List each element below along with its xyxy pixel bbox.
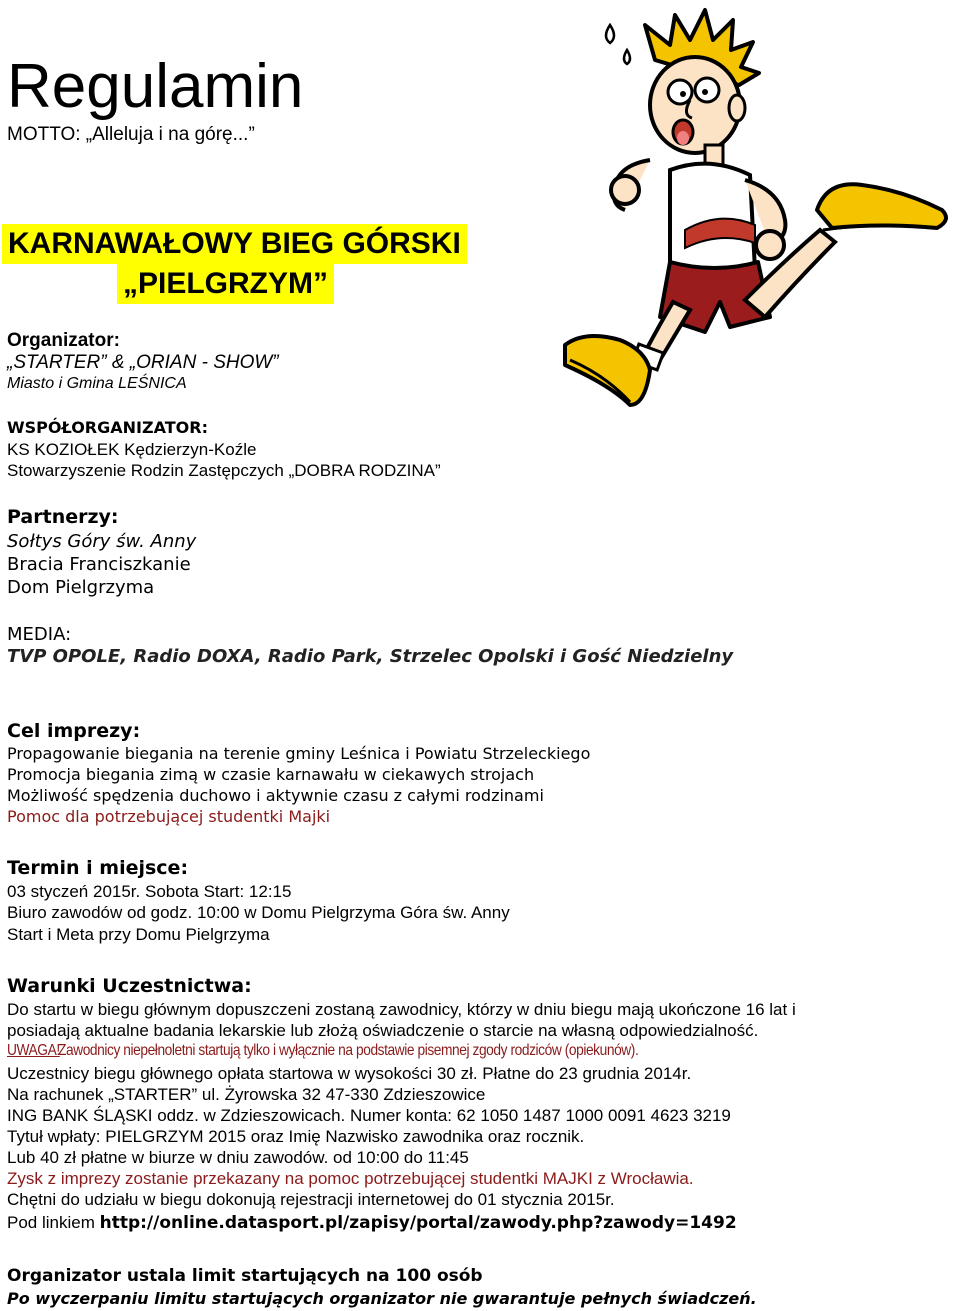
partner-item: Dom Pielgrzyma [7,577,155,598]
limit-line2: Po wyczerpaniu limitu startujących organizator nie gwarantuje pełnych świadczeń. [7,1289,757,1308]
goal-item-highlight: Pomoc dla potrzebującej studentki Majki [7,807,331,826]
co-organizer-heading: WSPÓŁORGANIZATOR: [7,418,208,437]
organizer-line2: Miasto i Gmina LEŚNICA [7,375,187,392]
conditions-line: ING BANK ŚLĄSKI oddz. w Zdzieszowicach. Numer konta: 62 1050 1487 1000 0091 4623 3219 [7,1106,731,1125]
warning-text: Zawodnicy niepełnoletni startują tylko i wyłącznie na podstawie pisemnej zgody rodziców (opiekunów). [58,1042,639,1059]
goal-item: Promocja biegania zimą w czasie karnawału w ciekawych strojach [7,765,535,784]
link-prefix: Pod linkiem [7,1213,100,1232]
conditions-line: Do startu w biegu głównym dopuszczeni zostaną zawodnicy, którzy w dniu biegu mają ukończone 16 lat i [7,1000,796,1019]
media-heading: MEDIA: [7,624,72,645]
goal-heading: Cel imprezy: [7,720,141,742]
goal-item: Możliwość spędzenia duchowo i aktywnie czasu z całymi rodzinami [7,786,544,805]
co-organizer-line1: KS KOZIOŁEK Kędzierzyn-Koźle [7,440,257,459]
schedule-item: 03 styczeń 2015r. Sobota Start: 12:15 [7,882,292,901]
goal-item: Propagowanie biegania na terenie gminy Leśnica i Powiatu Strzeleckiego [7,744,591,763]
conditions-line: Lub 40 zł płatne w biurze w dniu zawodów. od 10:00 do 11:45 [7,1148,469,1167]
conditions-line: Uczestnicy biegu głównego opłata startowa w wysokości 30 zł. Płatne do 23 grudnia 2014r. [7,1064,692,1083]
media-list: TVP OPOLE, Radio DOXA, Radio Park, Strzelec Opolski i Gość Niedzielny [7,646,734,667]
page-title: Regulamin [7,52,304,121]
registration-link[interactable]: http://online.datasport.pl/zapisy/portal/zawody.php?zawody=1492 [99,1213,737,1233]
conditions-line: Chętni do udziału w biegu dokonują rejestracji internetowej do 01 stycznia 2015r. [7,1190,615,1209]
motto: MOTTO: „Alleluja i na górę...” [7,124,255,145]
schedule-item: Start i Meta przy Domu Pielgrzyma [7,925,270,944]
event-name-line1: KARNAWAŁOWY BIEG GÓRSKI [2,224,467,264]
conditions-heading: Warunki Uczestnictwa: [7,975,252,997]
schedule-heading: Termin i miejsce: [7,857,189,879]
runner-illustration [555,0,960,420]
partner-item: Bracia Franciszkanie [7,554,191,575]
partner-item: Sołtys Góry św. Anny [7,531,197,552]
conditions-line-highlight: Zysk z imprezy zostanie przekazany na pomoc potrzebującej studentki MAJKI z Wrocławia. [7,1169,694,1188]
co-organizer-line2: Stowarzyszenie Rodzin Zastępczych „DOBRA RODZINA” [7,461,441,480]
organizer-heading: Organizator: [7,330,120,351]
warning-line [7,1042,733,1060]
partners-heading: Partnerzy: [7,506,119,528]
event-name-line2: „PIELGRZYM” [117,264,334,304]
limit-line1: Organizator ustala limit startujących na 100 osób [7,1266,483,1286]
warning-label: UWAGA! [7,1042,60,1059]
conditions-line: posiadają aktualne badania lekarskie lub złożą oświadczenie o starcie na własną odpowiedzialność. [7,1021,759,1040]
conditions-line: Tytuł wpłaty: PIELGRZYM 2015 oraz Imię Nazwisko zawodnika oraz rocznik. [7,1127,585,1146]
registration-link-line [7,1213,737,1233]
organizer-line1: „STARTER” & „ORIAN - SHOW” [7,352,279,373]
conditions-line: Na rachunek „STARTER” ul. Żyrowska 32 47-330 Zdzieszowice [7,1085,486,1104]
schedule-item: Biuro zawodów od godz. 10:00 w Domu Pielgrzyma Góra św. Anny [7,903,510,922]
